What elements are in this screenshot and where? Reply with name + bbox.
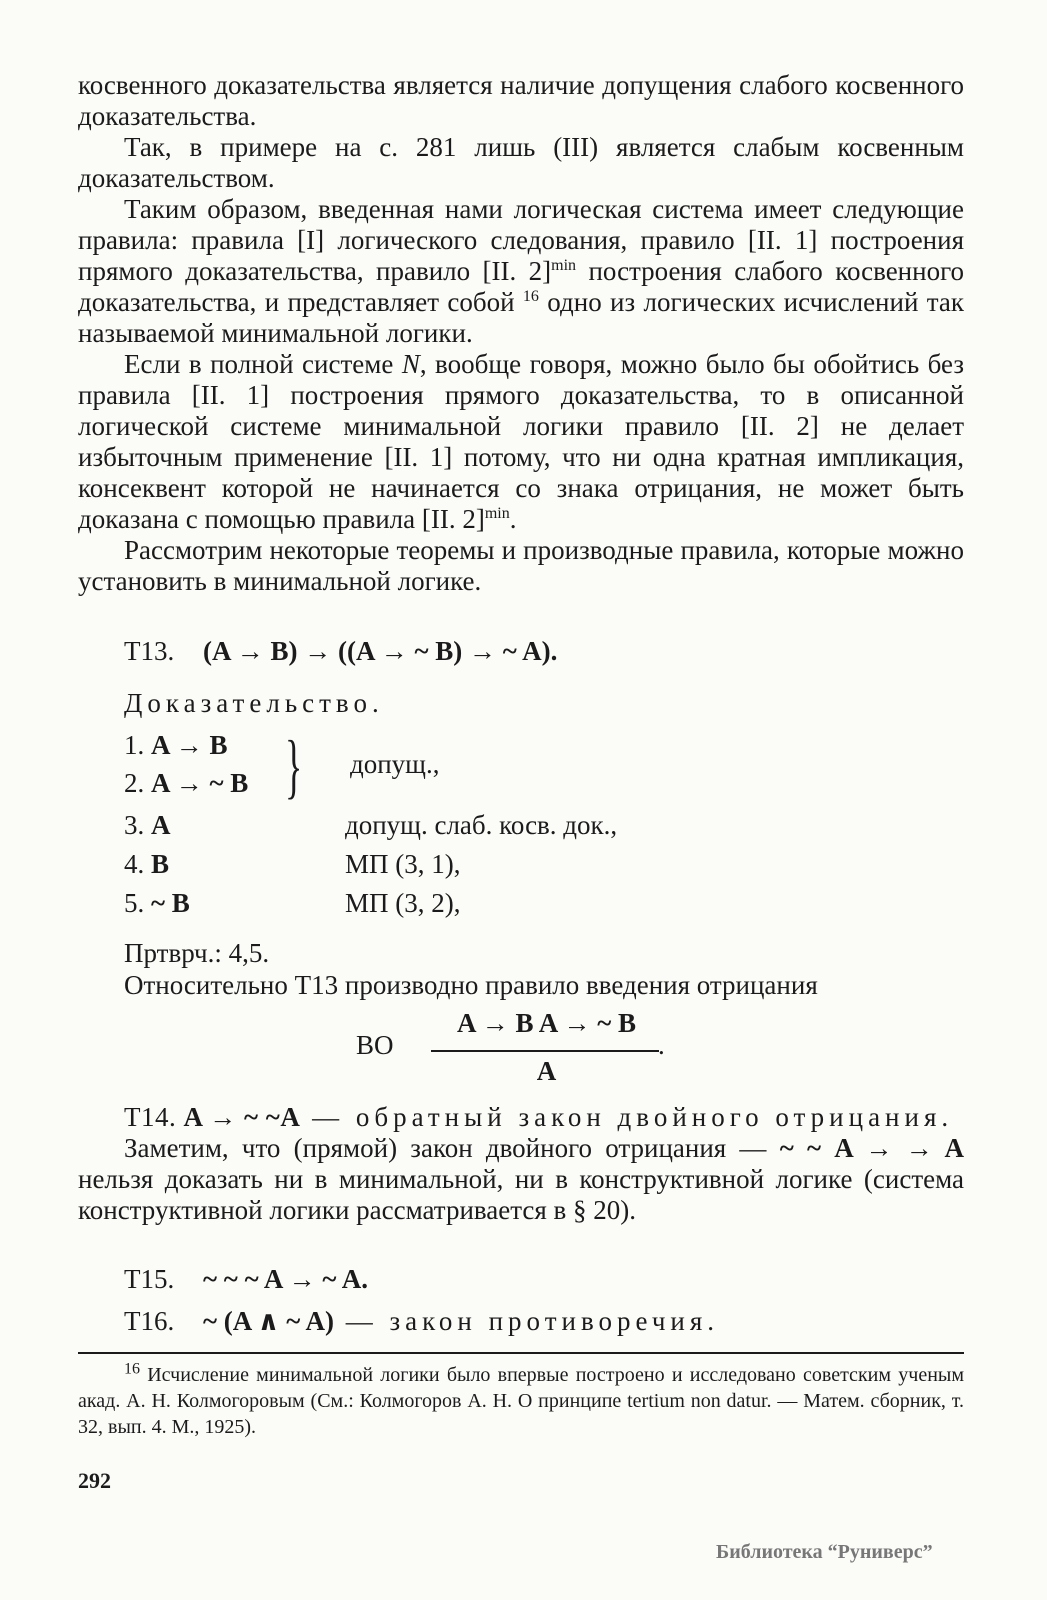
proof-row-expr: A → B [151,730,228,760]
t14-text: — обратный закон двойного отрицания. [300,1102,954,1132]
proof-heading: Доказательство. [124,688,384,718]
brace-label: допущ., [350,749,440,779]
fraction-line [431,1050,659,1052]
brace-icon: } [285,726,303,806]
page-number: 292 [78,1468,111,1493]
proof-row-1 [124,730,228,761]
t13-label: T13. [124,636,175,666]
proof-row-num: 1. [124,730,145,760]
proof-row-3-justification: допущ. слаб. косв. док., [345,810,618,840]
proof-row-expr: ~ B [151,888,190,918]
intro-text [78,70,964,597]
rule-end: . [658,1030,665,1060]
proof-row-num: 5. [124,888,145,918]
t15-formula: ~ ~ ~ A → ~ A. [203,1264,368,1294]
paragraph-3-part-b: построения слабого косвенного доказательства, и представляет собой [78,256,964,317]
footnote-text: Исчисление минимальной логики было впервые построено и исследовано советским ученым акад. А. Н. Колмогоровым (См.: Колмогоров А. Н. О принципе tertium non datur. — Матем. сборник, т. 32, вып. 4. М., 1925). [78,1364,964,1438]
paragraph-4-part-a: Если в полной системе [124,349,402,379]
t16-text: — закон противоречия. [334,1306,720,1336]
paragraph-3 [78,194,964,349]
paragraph-1: косвенного доказательства является наличие допущения слабого косвенного доказательства. [78,70,964,131]
theorem-t13 [124,636,557,667]
proof-row-3 [124,810,171,841]
paragraph-3-part-c: одно из логических исчислений так называемой минимальной логики. [78,287,964,348]
paragraph-4 [78,349,964,535]
paragraph-3-part-a: Таким образом, введенная нами логическая система имеет следующие правила: правила [I] логического следования, правило [II. 1] построения прямого доказательства, правило [II. 2] [78,194,964,286]
footnote-mark: 16 [124,1360,140,1378]
footnote-divider [78,1352,964,1354]
proof-row-5 [124,888,190,919]
note-part-a: Заметим, что (прямой) закон двойного отрицания — [124,1133,780,1163]
proof-row-expr: A → ~ B [151,768,249,798]
proof-row-expr: B [151,849,170,879]
proof-row-expr: A [151,810,171,840]
rule-numerator: A → B A → ~ B [456,1008,637,1038]
rule-intro: Относительно T13 производно правило введения отрицания [124,970,818,1000]
theorem-t15 [124,1264,368,1295]
t13-formula: (A → B) → ((A → ~ B) → ~ A). [203,636,558,666]
t16-formula: ~ (A ∧ ~ A) [203,1306,335,1336]
note-part-b: нельзя доказать ни в минимальной, ни в конструктивной логике (система конструктивной логики рассматривается в § 20). [78,1164,964,1225]
superscript-min: min [484,505,510,522]
t16-label: T16. [124,1306,175,1336]
paragraph-4-part-c: . [509,504,517,534]
paragraph-2: Так, в примере на с. 281 лишь (III) является слабым косвенным доказательством. [78,132,964,193]
paragraph-5: Рассмотрим некоторые теоремы и производные правила, которые можно установить в минимальной логике. [78,535,964,596]
footnote-ref: 16 [522,288,539,305]
theorem-t14 [78,1102,964,1133]
t14-formula: A → ~ ~A [183,1102,301,1132]
note-formula: ~ ~ A → → A [779,1133,964,1163]
proof-row-2 [124,768,248,799]
proof-row-num: 2. [124,768,145,798]
proof-row-4-justification: МП (3, 1), [345,849,461,879]
contradiction-line: Пртврч.: 4,5. [124,938,270,968]
theorem-t16 [124,1306,719,1337]
library-watermark: Библиотека “Руниверс” [716,1541,933,1563]
superscript-min: min [551,257,577,274]
proof-row-num: 3. [124,810,145,840]
t15-label: T15. [124,1264,175,1294]
system-n: N [401,349,420,379]
rule-name: ВО [356,1030,394,1060]
proof-row-5-justification: МП (3, 2), [345,888,461,918]
paragraph-4-part-b: , вообще говоря, можно было бы обойтись без правила [II. 1] построения прямого доказательства, то в описанной логической системе минимальной логики правило [II. 2] не делает избыточным применение [II. 1] потому, что ни одна кратная импликация, консеквент которой не начинается со знака отрицания, не может быть доказана с помощью правила [II. 2] [78,349,964,534]
proof-row-num: 4. [124,849,145,879]
rule-denominator: A [536,1056,557,1086]
double-negation-note [78,1133,964,1226]
footnote [78,1362,964,1440]
t14-label: T14. [124,1102,177,1132]
proof-row-4 [124,849,169,880]
t14-block [78,1102,964,1226]
